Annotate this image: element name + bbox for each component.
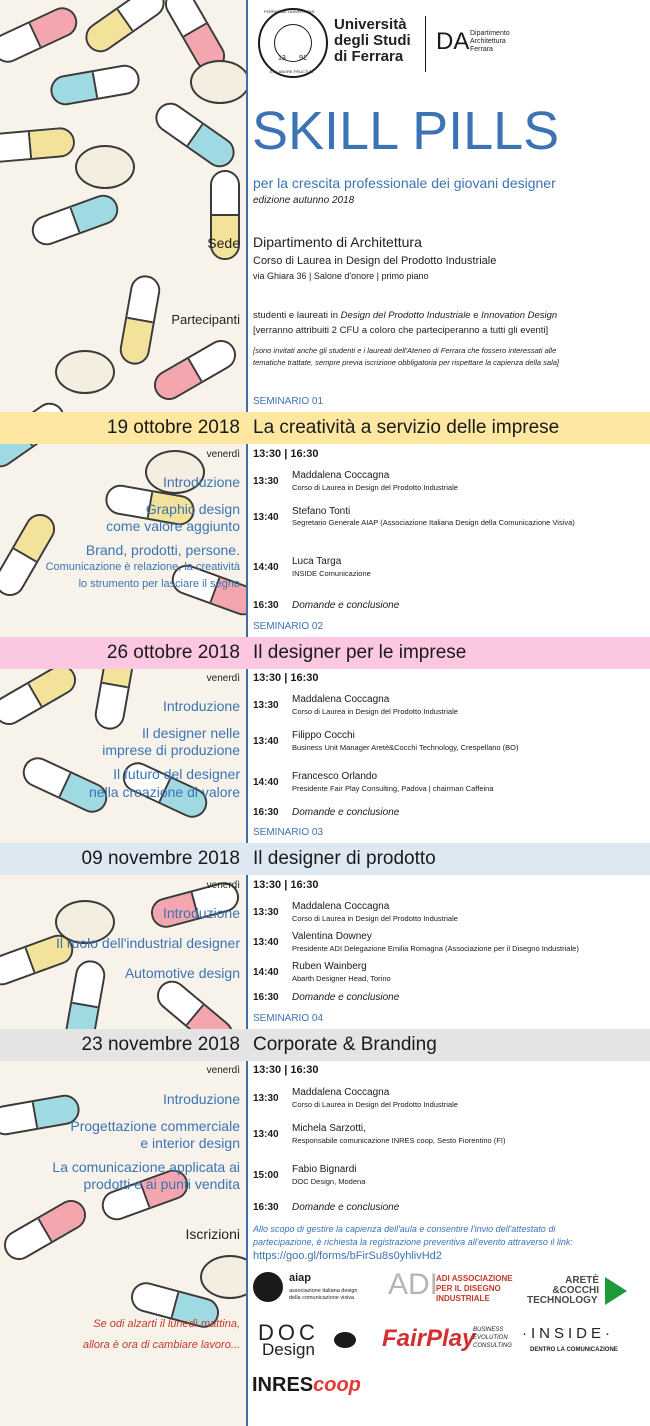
- seminar-date: 19 ottobre 2018: [106, 417, 240, 438]
- topic-label: La comunicazione applicata ai: [52, 1159, 240, 1175]
- seminar-band: [0, 843, 650, 875]
- talk-role: Business Unit Manager Aretè&Cocchi Technology, Crespellano (BO): [292, 743, 519, 752]
- university-seal-icon: [258, 8, 328, 78]
- seminar-title: Corporate & Branding: [253, 1034, 437, 1055]
- arete-arrow-icon: [605, 1277, 627, 1305]
- tablet-illustration: [75, 145, 135, 189]
- seal-year-left: 13: [278, 55, 286, 62]
- seminar-label: SEMINARIO 03: [253, 827, 324, 838]
- topic-label: lo strumento per lasciare il segno: [78, 578, 240, 590]
- partecipanti-note-2: tematiche trattate, sempre previa iscrizione obbligatoria per rispettare la capienza della sala]: [253, 358, 559, 367]
- seal-motto-bottom: EX LABORE FRUCTUS: [270, 69, 313, 74]
- pill-illustration: [117, 273, 162, 367]
- pill-illustration: [0, 1195, 91, 1266]
- seminar-date: 09 novembre 2018: [81, 848, 240, 869]
- talk-role: Segretario Generale AIAP (Associazione Italiana Design della Comunicazione Visiva): [292, 518, 575, 527]
- arete-line-2: &COCCHI: [552, 1285, 599, 1296]
- fairplay-sub-3: CONSULTING: [473, 1343, 512, 1349]
- partecipanti-note-1: [sono invitati anche gli studenti e i laureati dell'Ateneo di Ferrara che fossero interessati alle: [253, 346, 557, 355]
- registration-link[interactable]: https://goo.gl/forms/bFirSu8s0yhlivHd2: [253, 1250, 442, 1262]
- partecipanti-line-1: [253, 310, 557, 321]
- closing-text: Domande e conclusione: [292, 992, 400, 1003]
- university-name: [334, 17, 411, 65]
- seminar-title: Il designer di prodotto: [253, 848, 436, 869]
- talk-time: 13:40: [253, 937, 279, 948]
- seminar-hours: 13:30 | 16:30: [253, 448, 319, 460]
- talk-role: Presidente ADI Delegazione Emilia Romagna (Associazione per il Disegno Industriale): [292, 944, 579, 953]
- closing-time: 16:30: [253, 1202, 279, 1213]
- partecipanti-course-2: Innovation Design: [481, 310, 558, 321]
- partecipanti-label: Partecipanti: [171, 312, 240, 327]
- sede-address: via Ghiara 36 | Salone d'onore | primo piano: [253, 271, 429, 281]
- doc-line-1: DOC: [258, 1320, 319, 1345]
- department-name: [470, 30, 510, 54]
- dept-line-1: Dipartimento: [470, 30, 510, 37]
- arete-line-3: TECHNOLOGY: [527, 1295, 598, 1306]
- seminar-day: venerdì: [206, 449, 240, 460]
- topic-label: nella creazione di valore: [89, 784, 240, 800]
- talk-time: 13:40: [253, 1129, 279, 1140]
- partecipanti-pre: studenti e laureati in: [253, 310, 341, 321]
- sede-label: Sede: [207, 235, 240, 251]
- quote-line-1: Se odi alzarti il lunedì mattina,: [93, 1318, 240, 1330]
- dept-line-2: Architettura: [470, 38, 506, 45]
- talk-role: Corso di Laurea in Design del Prodotto Industriale: [292, 707, 458, 716]
- talk-speaker: Maddalena Coccagna: [292, 694, 390, 705]
- topic-label: Automotive design: [124, 965, 240, 981]
- seminar-day: venerdì: [206, 673, 240, 684]
- partecipanti-course-1: Design del Prodotto Industriale: [340, 310, 471, 321]
- talk-speaker: Filippo Cocchi: [292, 730, 355, 741]
- coop-name: coop: [313, 1374, 361, 1396]
- aiap-sub-1: associazione italiana design: [289, 1288, 358, 1294]
- tablet-illustration: [55, 350, 115, 394]
- adi-sub-2: PER IL DISEGNO: [436, 1284, 501, 1293]
- talk-speaker: Fabio Bignardi: [292, 1164, 357, 1175]
- talk-role: Abarth Designer Head, Torino: [292, 974, 391, 983]
- topic-label: Introduzione: [162, 474, 240, 490]
- seminar-date: 23 novembre 2018: [81, 1034, 240, 1055]
- tablet-illustration: [200, 1255, 248, 1299]
- inres-coop-logo: [252, 1374, 361, 1397]
- talk-speaker: Valentina Downey: [292, 931, 372, 942]
- pill-illustration: [48, 62, 142, 107]
- iscrizioni-text-1: Allo scopo di gestire la capienza dell'aula e consentire l'invio dell'attestato di: [253, 1224, 556, 1234]
- closing-text: Domande e conclusione: [292, 807, 400, 818]
- topic-label: Progettazione commerciale: [70, 1118, 240, 1134]
- talk-speaker: Stefano Tonti: [292, 506, 351, 517]
- seminar-hours: 13:30 | 16:30: [253, 1064, 319, 1076]
- iscrizioni-text-2: partecipazione, è richiesta la registrazione preventiva all'evento attraverso il link:: [253, 1237, 573, 1247]
- seminar-date: 26 ottobre 2018: [106, 642, 240, 663]
- topic-label: Introduzione: [162, 698, 240, 714]
- seminar-label: SEMINARIO 01: [253, 396, 324, 407]
- topic-label: Il ruolo dell'industrial designer: [56, 935, 240, 951]
- talk-time: 13:30: [253, 700, 279, 711]
- aiap-mark-icon: [253, 1272, 283, 1302]
- adi-sub-1: ADI ASSOCIAZIONE: [436, 1274, 513, 1283]
- topic-label: Brand, prodotti, persone.: [85, 542, 240, 558]
- doc-line-2: Design: [262, 1340, 315, 1359]
- pill-illustration: [0, 660, 81, 731]
- seminar-hours: 13:30 | 16:30: [253, 879, 319, 891]
- sede-name: Dipartimento di Architettura: [253, 234, 422, 250]
- adi-name: ADI: [388, 1268, 439, 1301]
- adi-sub-3: INDUSTRIALE: [436, 1294, 490, 1303]
- talk-role: DOC Design, Modena: [292, 1177, 366, 1186]
- talk-time: 13:30: [253, 476, 279, 487]
- da-logo: DA: [436, 28, 470, 55]
- pill-illustration: [28, 191, 123, 250]
- university-line-2: degli Studi: [334, 32, 411, 49]
- talk-time: 14:40: [253, 967, 279, 978]
- talk-time: 13:30: [253, 1093, 279, 1104]
- talk-speaker: Maddalena Coccagna: [292, 470, 390, 481]
- sede-course: Corso di Laurea in Design del Prodotto Industriale: [253, 255, 497, 267]
- fairplay-sub-2: EVOLUTION: [473, 1335, 508, 1341]
- closing-text: Domande e conclusione: [292, 600, 400, 611]
- talk-speaker: Francesco Orlando: [292, 771, 378, 782]
- seminar-band: [0, 1029, 650, 1061]
- inside-name: ·INSIDE·: [522, 1325, 614, 1342]
- edition: edizione autunno 2018: [253, 195, 355, 206]
- quote-line-2: allora è ora di cambiare lavoro...: [82, 1339, 240, 1351]
- aiap-name: aiap: [289, 1272, 312, 1284]
- talk-role: Corso di Laurea in Design del Prodotto Industriale: [292, 1100, 458, 1109]
- arete-line-1: ARETÈ: [565, 1275, 599, 1286]
- topic-label: Introduzione: [162, 1091, 240, 1107]
- topic-label: prodotti e ai punti vendita: [83, 1176, 240, 1192]
- seminar-band: [0, 637, 650, 669]
- topic-label: Il designer nelle: [141, 725, 240, 741]
- seminar-band: [0, 412, 650, 444]
- topic-label: Introduzione: [162, 905, 240, 921]
- seminar-label: SEMINARIO 04: [253, 1013, 324, 1024]
- university-line-1: Università: [334, 16, 407, 33]
- closing-time: 16:30: [253, 807, 279, 818]
- dept-line-3: Ferrara: [470, 46, 493, 53]
- talk-speaker: Ruben Wainberg: [292, 961, 367, 972]
- seminar-label: SEMINARIO 02: [253, 621, 324, 632]
- talk-role: Responsabile comunicazione INRES coop, Sesto Fiorentino (FI): [292, 1136, 506, 1145]
- page-subtitle: per la crescita professionale dei giovani designer: [253, 175, 556, 191]
- pill-illustration: [0, 2, 82, 67]
- talk-speaker: Michela Sarzotti,: [292, 1123, 366, 1134]
- talk-time: 14:40: [253, 777, 279, 788]
- talk-speaker: Luca Targa: [292, 556, 342, 567]
- talk-speaker: Maddalena Coccagna: [292, 1087, 390, 1098]
- pill-illustration: [150, 97, 241, 173]
- topic-label: e interior design: [140, 1135, 240, 1151]
- talk-time: 13:40: [253, 736, 279, 747]
- talk-role: Corso di Laurea in Design del Prodotto Industriale: [292, 483, 458, 492]
- aiap-sub-2: della comunicazione visiva: [289, 1295, 355, 1301]
- seal-motto-top: FERRARIAE UNIVERSITAS: [264, 9, 315, 14]
- seal-year-right: 91: [299, 55, 307, 62]
- fairplay-name: FairPlay: [382, 1325, 476, 1352]
- pill-illustration: [0, 126, 76, 164]
- inres-name: INRES: [252, 1374, 314, 1396]
- page-title: SKILL PILLS: [252, 101, 560, 161]
- seminar-hours: 13:30 | 16:30: [253, 672, 319, 684]
- tablet-illustration: [190, 60, 248, 104]
- pill-illustration: [149, 335, 242, 406]
- talk-time: 13:30: [253, 907, 279, 918]
- closing-time: 16:30: [253, 992, 279, 1003]
- inside-sub: DENTRO LA COMUNICAZIONE: [530, 1347, 618, 1353]
- header-divider: [425, 16, 426, 72]
- closing-time: 16:30: [253, 600, 279, 611]
- partecipanti-mid: e: [470, 310, 482, 321]
- seminar-day: venerdì: [206, 880, 240, 891]
- talk-role: Presidente Fair Play Consulting, Padova | chairman Caffeina: [292, 784, 494, 793]
- partecipanti-line-2: [verranno attribuiti 2 CFU a coloro che parteciperanno a tutti gli eventi]: [253, 325, 549, 336]
- topic-label: come valore aggiunto: [106, 518, 240, 534]
- seminar-title: La creatività a servizio delle imprese: [253, 417, 560, 438]
- topic-label: Comunicazione è relazione, la creatività: [45, 561, 240, 573]
- talk-speaker: Maddalena Coccagna: [292, 901, 390, 912]
- topic-label: Il futuro del designer: [113, 766, 240, 782]
- timeline-rule: [246, 0, 248, 1426]
- topic-label: imprese di produzione: [102, 742, 240, 758]
- talk-role: Corso di Laurea in Design del Prodotto Industriale: [292, 914, 458, 923]
- talk-time: 14:40: [253, 562, 279, 573]
- fairplay-sub-1: BUSINESS: [473, 1327, 504, 1333]
- talk-time: 15:00: [253, 1170, 279, 1181]
- iscrizioni-label: Iscrizioni: [185, 1226, 240, 1242]
- closing-text: Domande e conclusione: [292, 1202, 400, 1213]
- talk-time: 13:40: [253, 512, 279, 523]
- seminar-title: Il designer per le imprese: [253, 642, 467, 663]
- pill-illustration: [80, 0, 171, 58]
- pill-illustration: [0, 509, 60, 602]
- doc-bird-icon: [334, 1332, 356, 1348]
- talk-role: INSIDE Comunicazione: [292, 569, 371, 578]
- seminar-day: venerdì: [206, 1065, 240, 1076]
- university-line-3: di Ferrara: [334, 48, 404, 65]
- topic-label: Graphic design: [145, 501, 240, 517]
